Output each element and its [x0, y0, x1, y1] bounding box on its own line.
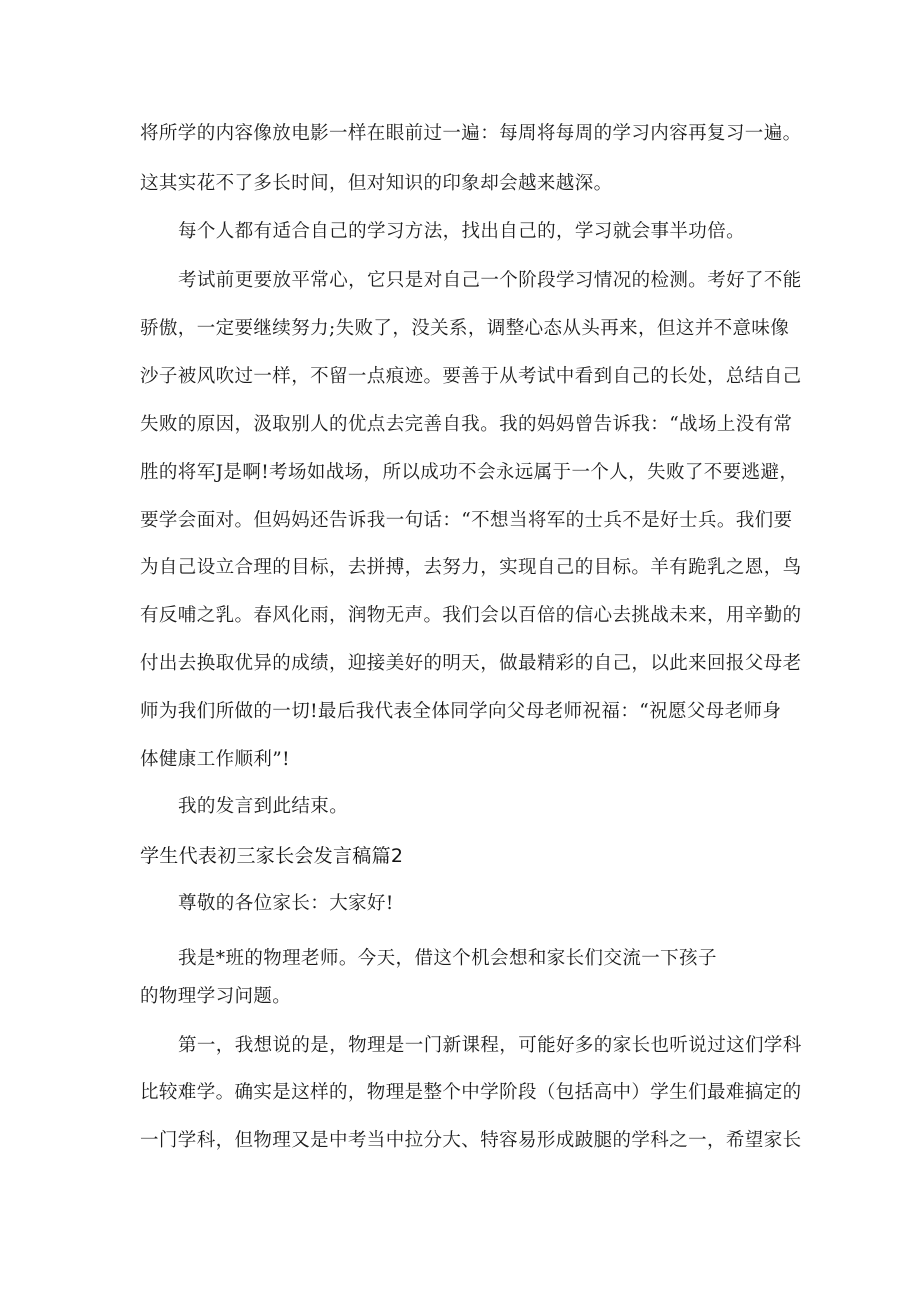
paragraph-line: 为自己设立合理的目标，去拼搏，去努力，实现自己的目标。羊有跪乳之恩，鸟: [140, 557, 802, 578]
paragraph-line: 失败的原因，汲取别人的优点去完善自我。我的妈妈曾告诉我：“战场上没有常: [140, 414, 793, 435]
paragraph-line: 我的发言到此结束。: [178, 796, 349, 817]
paragraph-line: 胜的将军J是啊!考场如战场，所以成功不会永远属于一个人，失败了不要逃避，: [140, 462, 799, 483]
paragraph-line: 这其实花不了多长时间，但对知识的印象却会越来越深。: [140, 173, 613, 194]
paragraph-line: 我是*班的物理老师。今天，借这个机会想和家长们交流一下孩子: [178, 948, 717, 969]
section-heading: 学生代表初三家长会发言稿篇2: [140, 845, 404, 867]
paragraph-line: 将所学的内容像放电影一样在眼前过一遍：每周将每周的学习内容再复习一遍。: [140, 123, 802, 144]
paragraph-line: 沙子被风吹过一样，不留一点痕迹。要善于从考试中看到自己的长处，总结自己: [140, 366, 802, 387]
greeting-line: 尊敬的各位家长：大家好!: [178, 893, 394, 914]
paragraph-line: 第一，我想说的是，物理是一门新课程，可能好多的家长也听说过这们学科: [178, 1035, 802, 1056]
paragraph-line: 比较难学。确实是这样的，物理是整个中学阶段（包括高中）学生们最难搞定的: [140, 1082, 802, 1103]
paragraph-line: 每个人都有适合自己的学习方法，找出自己的，学习就会事半功倍。: [178, 221, 746, 242]
paragraph-line: 师为我们所做的一切!最后我代表全体同学向父母老师祝福：“祝愿父母老师身: [140, 701, 782, 722]
paragraph-line: 考试前更要放平常心，它只是对自己一个阶段学习情况的检测。考好了不能: [178, 270, 802, 291]
paragraph-line: 有反哺之乳。春风化雨，润物无声。我们会以百倍的信心去挑战未来，用辛勤的: [140, 605, 802, 626]
paragraph-line: 骄傲，一定要继续努力;失败了，没关系，调整心态从头再来，但这并不意味像: [140, 318, 790, 339]
paragraph-line: 要学会面对。但妈妈还告诉我一句话：“不想当将军的士兵不是好士兵。我们要: [140, 510, 793, 531]
paragraph-line: 的物理学习问题。: [140, 986, 292, 1007]
paragraph-line: 一门学科，但物理又是中考当中拉分大、特容易形成跛腿的学科之一，希望家长: [140, 1130, 802, 1151]
paragraph-line: 体健康工作顺利”!: [140, 749, 290, 770]
paragraph-line: 付出去换取优异的成绩，迎接美好的明天，做最精彩的自己，以此来回报父母老: [140, 653, 802, 674]
